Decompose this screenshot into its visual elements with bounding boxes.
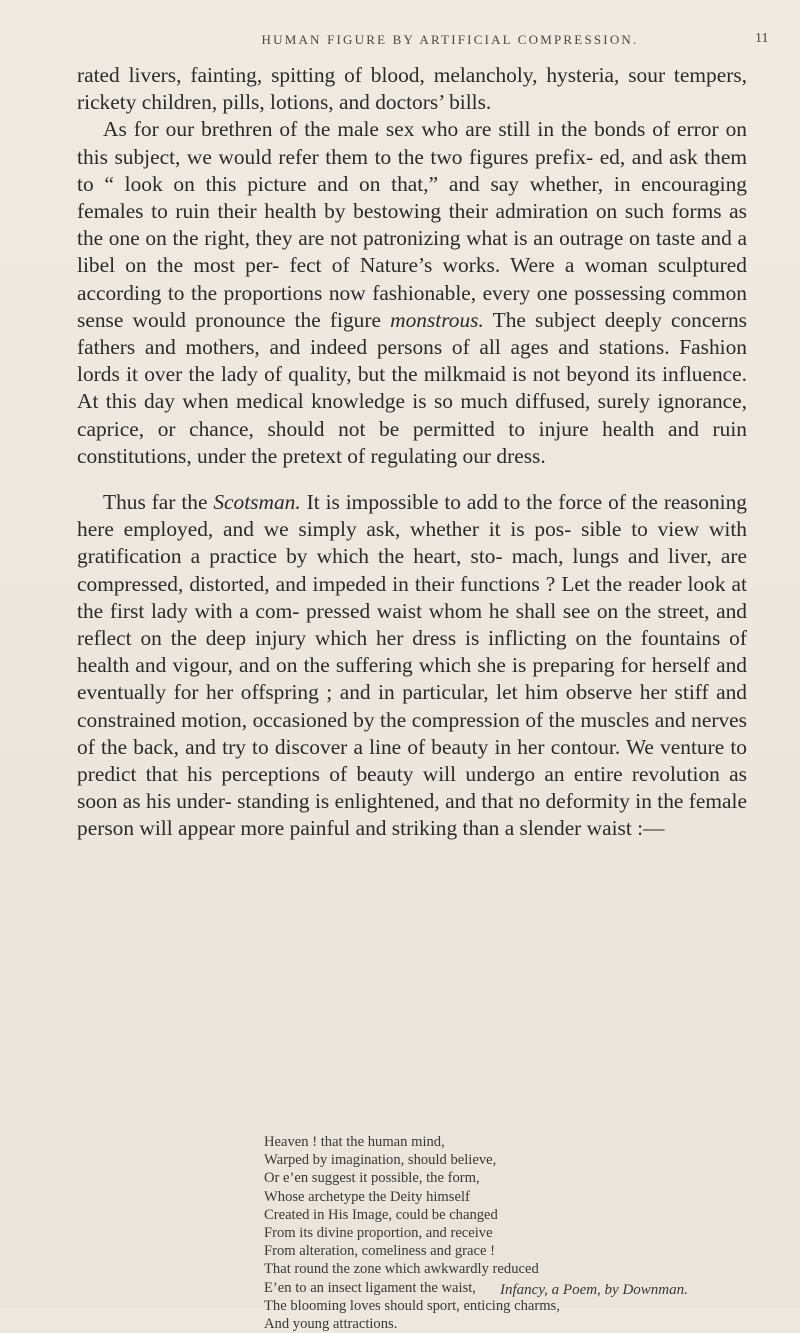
paragraph-text-after-emphasis: The subject deeply concerns fathers and mothers, and indeed persons of all ages and stations. Fashion lords it over the lady of quality, but the milkmaid is not beyond its influence. At this day when medical knowledge is so much diffused, surely ignorance, caprice, or chance, should not be permitted to injure health and ruin constitutions, under the pretext of regulating our dress.: [77, 307, 747, 468]
paragraph-male-sex: [77, 116, 747, 470]
paragraph-continued: rated livers, fainting, spitting of blood, melancholy, hysteria, sour tempers, rickety children, pills, lotions, and doctors’ bills.: [77, 63, 747, 115]
poem-line: From alteration, comeliness and grace !: [264, 1243, 495, 1260]
paragraph-text-after-emphasis: It is impossible to add to the force of the reasoning here employed, and we simply ask, whether it is pos- sible to view with gratification a practice by which the heart, sto- mach, lungs and liver, are compressed, distorted, and impeded in their functions ? Let the reader look at the first lady with a com- pressed waist whom he shall see on the street, and reflect on the deep injury which her dress is inflicting on the fountains of health and vigour, and on the suffering which she is preparing for herself and eventually for her offspring ; and in particular, let him observe her stiff and constrained motion, occasioned by the compression of the muscles and nerves of the back, and try to discover a line of beauty in her contour. We venture to predict that his perceptions of beauty will undergo an entire revolution as soon as his under- standing is enlightened, and that no deformity in the female person will appear more painful and striking than a slender waist :—: [77, 490, 747, 841]
paragraph-text-before-emphasis: Thus far the: [103, 490, 214, 515]
poem-line: Heaven ! that the human mind,: [264, 1134, 445, 1150]
poem-line: Warped by imagination, should believe,: [264, 1152, 497, 1169]
emphasis-scotsman: Scotsman.: [213, 490, 301, 515]
page-number: 11: [755, 31, 769, 46]
poem-line: Whose archetype the Deity himself: [264, 1188, 470, 1205]
poem-attribution: Infancy, a Poem, by Downman.: [500, 1282, 688, 1298]
poem-line: The blooming loves should sport, enticing charms,: [264, 1297, 560, 1314]
poem-line: That round the zone which awkwardly reduced: [264, 1261, 539, 1278]
paragraph-scotsman: [77, 489, 747, 843]
poem-line: From its divine proportion, and receive: [264, 1225, 493, 1242]
poem-line: E’en to an insect ligament the waist,: [264, 1279, 476, 1296]
paragraph-text-before-emphasis: As for our brethren of the male sex who are still in the bonds of error on this subject, we would refer them to the two figures prefix- ed, and ask them to “ look on this picture and on that,” and say whether, in encouraging females to ruin their health by bestowing their admiration on such forms as the one on the right, they are not patronizing what is an outrage on taste and a libel on the most per- fect of Nature’s works. Were a woman sculptured according to the proportions now fashionable, every one possessing common sense would pronounce the figure: [77, 117, 747, 332]
body-text: [77, 62, 747, 843]
running-head: HUMAN FIGURE BY ARTIFICIAL COMPRESSION.: [261, 32, 639, 47]
poem-quotation: [264, 1133, 744, 1333]
poem-line: Created in His Image, could be changed: [264, 1206, 498, 1223]
poem-line: Or e’en suggest it possible, the form,: [264, 1170, 480, 1187]
emphasis-monstrous: monstrous.: [390, 307, 484, 332]
poem-line: And young attractions.: [264, 1316, 398, 1333]
